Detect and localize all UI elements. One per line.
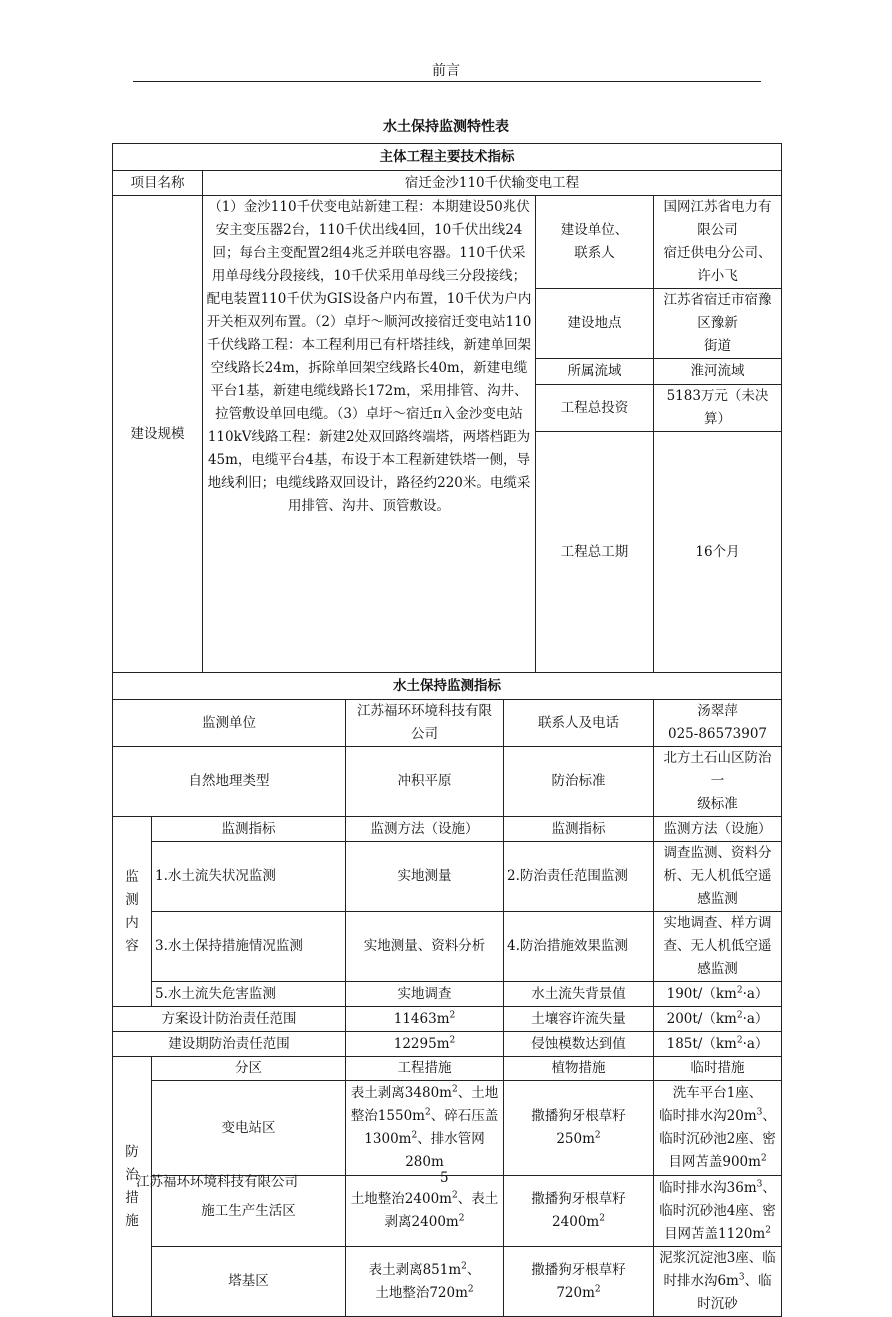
period-value: 16个月 bbox=[654, 432, 782, 673]
col-indicator: 监测指标 bbox=[152, 817, 346, 842]
project-name-label: 项目名称 bbox=[113, 171, 203, 196]
plan-range-value: $11463m^2$ bbox=[346, 1007, 504, 1032]
method-cell: 实地调查 bbox=[346, 982, 504, 1007]
zone-cell: 变电站区 bbox=[152, 1081, 346, 1176]
geo-label: 自然地理类型 bbox=[113, 747, 346, 817]
indicator-cell: 5.水土流失危害监测 bbox=[152, 982, 346, 1007]
unit-value: 江苏福环环境科技有限 公司 bbox=[346, 700, 504, 747]
basin-label: 所属流域 bbox=[536, 359, 654, 385]
indicator-cell: 3.水土保持措施情况监测 bbox=[152, 912, 346, 982]
standard-label: 防治标准 bbox=[504, 747, 654, 817]
plant-cell: 撒播狗牙根草籽 $250m^2$ bbox=[504, 1081, 654, 1176]
allow-loss-value: $200t/(km^2\cdot a)$ bbox=[654, 1007, 782, 1032]
col-plant: 植物措施 bbox=[504, 1057, 654, 1081]
indicator-cell: 1.水土流失状况监测 bbox=[152, 842, 346, 912]
build-range-label: 建设期防治责任范围 bbox=[113, 1032, 346, 1057]
table-title: 水土保持监测特性表 bbox=[383, 119, 509, 135]
temporary-cell: 临时排水沟$36m^3$、临时沉砂池4座、密目网苫盖$1120m^2$ bbox=[654, 1176, 782, 1247]
scale-label: 建设规模 bbox=[113, 196, 203, 673]
geo-value: 冲积平原 bbox=[346, 747, 504, 817]
col-method2: 监测方法（设施） bbox=[654, 817, 782, 842]
background-label: 水土流失背景值 bbox=[504, 982, 654, 1007]
location-label: 建设地点 bbox=[536, 289, 654, 359]
basin-value: 淮河流域 bbox=[654, 359, 782, 385]
indicator-cell: 4.防治措施效果监测 bbox=[504, 912, 654, 982]
header-rule bbox=[133, 81, 761, 82]
erosion-value: $185t/(km^2\cdot a)$ bbox=[654, 1032, 782, 1057]
background-value: $190t/(km^2\cdot a)$ bbox=[654, 982, 782, 1007]
engineering-cell: 表土剥离$851m^2$、 土地整治$720m^2$ bbox=[346, 1247, 504, 1317]
temporary-cell: 洗车平台1座、 临时排水沟$20m^3$、临时沉砂池2座、密目网苫盖$900m^2$ bbox=[654, 1081, 782, 1176]
project-name: 宿迁金沙110千伏输变电工程 bbox=[203, 171, 782, 196]
characteristics-table bbox=[112, 143, 782, 1317]
monitor-content-label: 监 测 内 容 bbox=[113, 817, 152, 1007]
plant-cell: 撒播狗牙根草籽 $2400m^2$ bbox=[504, 1176, 654, 1247]
method-cell: 调查监测、资料分析、无人机低空遥感监测 bbox=[654, 842, 782, 912]
allow-loss-label: 土壤容许流失量 bbox=[504, 1007, 654, 1032]
col-temporary: 临时措施 bbox=[654, 1057, 782, 1081]
indicator-cell: 2.防治责任范围监测 bbox=[504, 842, 654, 912]
page-header: 前言 bbox=[432, 63, 460, 79]
scale-text: （1）金沙110千伏变电站新建工程：本期建设50兆伏安主变压器2台，110千伏出线4回，10千伏出线24回；每台主变配置2组4兆乏并联电容器。110千伏采用单母线分段接线，10千伏采用单母线三分段接线；配电装置110千伏为GIS设备户内布置，10千伏为户内开关柜双列布置。（2）卓圩～顺河改接宿迁变电站110千伏线路工程：本工程利用已有杆塔挂线，新建单回架空线路长24m，拆除单回架空线路长40m，新建电缆平台1基，新建电缆线路长172m，采用排管、沟井、拉管敷设单回电缆。（3）卓圩～宿迁π入金沙变电站110kV线路工程：新建2处双回路终端塔，两塔档距为45m，电缆平台4基，布设于本工程新建铁塔一侧，导地线利旧；电缆线路双回设计，路径约220米。电缆采用排管、沟井、顶管敷设。 bbox=[203, 196, 536, 673]
location-value: 江苏省宿迁市宿豫区豫新 街道 bbox=[654, 289, 782, 359]
section-main-project: 主体工程主要技术指标 bbox=[113, 144, 782, 171]
section-monitoring: 水土保持监测指标 bbox=[113, 673, 782, 700]
contact-value: 汤翠萍 025-86573907 bbox=[654, 700, 782, 747]
page-number: 5 bbox=[440, 1170, 449, 1186]
investment-label: 工程总投资 bbox=[536, 385, 654, 432]
erosion-label: 侵蚀模数达到值 bbox=[504, 1032, 654, 1057]
engineering-cell: 表土剥离$3480m^2$、土地整治$1550m^2$、碎石压盖$1300m^2$、排水管网280m bbox=[346, 1081, 504, 1176]
footer-company: 江苏福环环境科技有限公司 bbox=[136, 1174, 298, 1190]
zone-cell: 塔基区 bbox=[152, 1247, 346, 1317]
builder-label: 建设单位、 联系人 bbox=[536, 196, 654, 289]
contact-label: 联系人及电话 bbox=[504, 700, 654, 747]
zone-cell: 施工生产生活区 bbox=[152, 1176, 346, 1247]
method-cell: 实地测量 bbox=[346, 842, 504, 912]
col-indicator2: 监测指标 bbox=[504, 817, 654, 842]
builder-value: 国网江苏省电力有限公司 宿迁供电分公司、许小飞 bbox=[654, 196, 782, 289]
measures-label: 防 治 措 施 bbox=[113, 1057, 152, 1317]
method-cell: 实地测量、资料分析 bbox=[346, 912, 504, 982]
engineering-cell: 土地整治$2400m^2$、表土剥离$2400m^2$ bbox=[346, 1176, 504, 1247]
temporary-cell: 泥浆沉淀池3座、临时排水沟$6m^3$、临时沉砂 bbox=[654, 1247, 782, 1317]
investment-value: 5183万元（未决算） bbox=[654, 385, 782, 432]
unit-label: 监测单位 bbox=[113, 700, 346, 747]
build-range-value: $12295m^2$ bbox=[346, 1032, 504, 1057]
col-engineering: 工程措施 bbox=[346, 1057, 504, 1081]
standard-value: 北方土石山区防治一 级标准 bbox=[654, 747, 782, 817]
plant-cell: 撒播狗牙根草籽 $720m^2$ bbox=[504, 1247, 654, 1317]
period-label: 工程总工期 bbox=[536, 432, 654, 673]
col-zone: 分区 bbox=[152, 1057, 346, 1081]
method-cell: 实地调查、样方调查、无人机低空遥感监测 bbox=[654, 912, 782, 982]
col-method: 监测方法（设施） bbox=[346, 817, 504, 842]
plan-range-label: 方案设计防治责任范围 bbox=[113, 1007, 346, 1032]
